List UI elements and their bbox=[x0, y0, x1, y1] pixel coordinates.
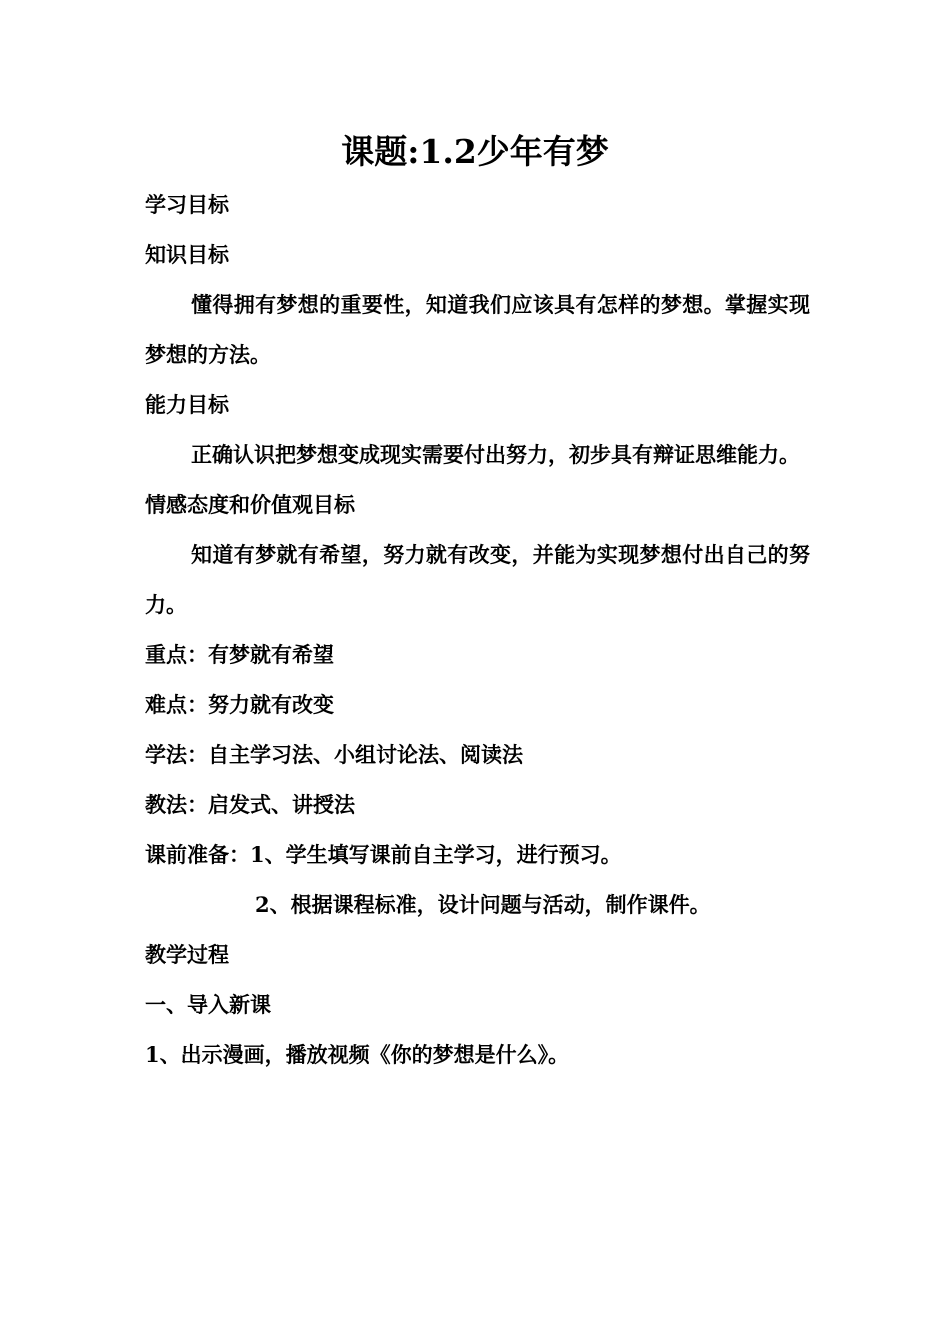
knowledge-goals-heading: 知识目标 bbox=[145, 242, 229, 267]
difficulty-point: 难点：努力就有改变 bbox=[145, 692, 334, 717]
preparation-line-1: 课前准备：1、学生填写课前自主学习，进行预习。 bbox=[145, 842, 622, 867]
emotion-goals-heading: 情感态度和价值观目标 bbox=[145, 492, 355, 517]
learning-methods: 学法：自主学习法、小组讨论法、阅读法 bbox=[145, 742, 523, 767]
step-1-text: 1、出示漫画，播放视频《你的梦想是什么》。 bbox=[145, 1042, 570, 1067]
document-body bbox=[145, 180, 810, 1080]
knowledge-goals-text: 懂得拥有梦想的重要性，知道我们应该具有怎样的梦想。掌握实现梦想的方法。 bbox=[145, 292, 810, 367]
teaching-methods: 教法：启发式、讲授法 bbox=[145, 792, 355, 817]
key-point: 重点：有梦就有希望 bbox=[145, 642, 334, 667]
learning-goals-heading: 学习目标 bbox=[145, 192, 229, 217]
emotion-goals-text: 知道有梦就有希望，努力就有改变，并能为实现梦想付出自己的努力。 bbox=[145, 542, 810, 617]
preparation-line-2: 2、根据课程标准，设计问题与活动，制作课件。 bbox=[255, 892, 711, 917]
teaching-process-heading: 教学过程 bbox=[145, 942, 229, 967]
document-title: 课题:1.2少年有梦 bbox=[341, 132, 609, 171]
ability-goals-text: 正确认识把梦想变成现实需要付出努力，初步具有辩证思维能力。 bbox=[191, 442, 800, 467]
ability-goals-heading: 能力目标 bbox=[145, 392, 229, 417]
section-1-heading: 一、导入新课 bbox=[145, 992, 271, 1017]
